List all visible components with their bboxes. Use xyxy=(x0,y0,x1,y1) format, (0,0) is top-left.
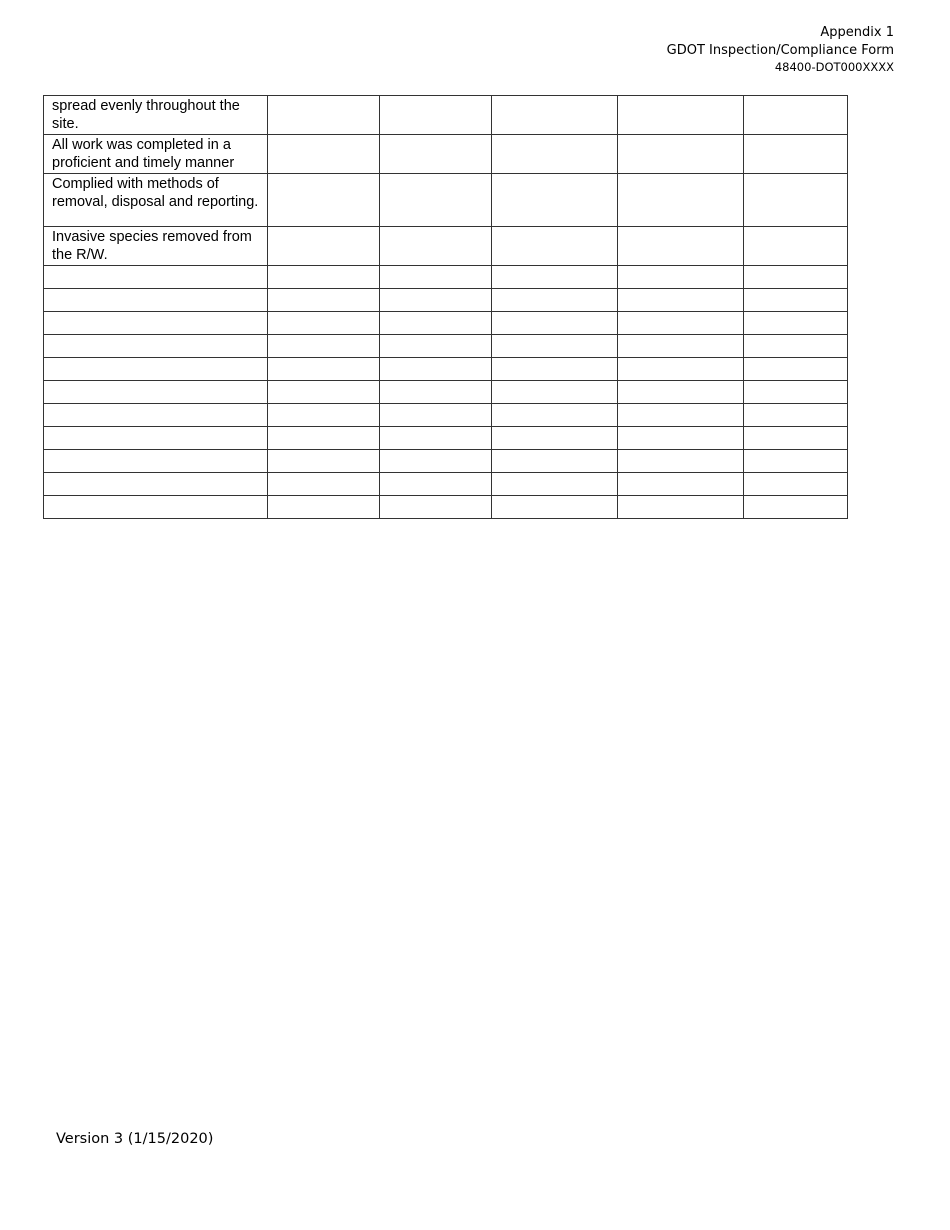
table-cell[interactable] xyxy=(744,266,848,289)
table-cell[interactable] xyxy=(380,450,492,473)
table-row xyxy=(44,266,848,289)
table-cell[interactable] xyxy=(492,473,618,496)
table-cell[interactable] xyxy=(744,174,848,227)
table-cell[interactable] xyxy=(618,174,744,227)
criteria-cell[interactable] xyxy=(44,358,268,381)
table-cell[interactable] xyxy=(380,473,492,496)
table-row xyxy=(44,289,848,312)
table-cell[interactable] xyxy=(380,312,492,335)
table-cell[interactable] xyxy=(268,227,380,266)
table-cell[interactable] xyxy=(618,473,744,496)
table-cell[interactable] xyxy=(744,496,848,519)
table-cell[interactable] xyxy=(618,381,744,404)
table-cell[interactable] xyxy=(492,450,618,473)
table-row xyxy=(44,227,848,266)
table-cell[interactable] xyxy=(744,450,848,473)
form-number: 48400-DOT000XXXX xyxy=(774,60,894,74)
table-cell[interactable] xyxy=(492,266,618,289)
table-cell[interactable] xyxy=(268,496,380,519)
form-title: GDOT Inspection/Compliance Form xyxy=(666,43,894,58)
table-cell[interactable] xyxy=(492,335,618,358)
table-cell[interactable] xyxy=(744,473,848,496)
criteria-cell[interactable] xyxy=(44,404,268,427)
table-cell[interactable] xyxy=(618,427,744,450)
criteria-cell[interactable] xyxy=(44,496,268,519)
table-cell[interactable] xyxy=(492,312,618,335)
table-cell[interactable] xyxy=(492,135,618,174)
table-cell[interactable] xyxy=(380,135,492,174)
table-cell[interactable] xyxy=(380,358,492,381)
table-row xyxy=(44,404,848,427)
criteria-cell: All work was completed in a proficient and timely manner xyxy=(44,135,268,174)
table-row xyxy=(44,174,848,227)
table-cell[interactable] xyxy=(268,381,380,404)
compliance-table xyxy=(43,95,848,519)
criteria-cell[interactable] xyxy=(44,335,268,358)
table-cell[interactable] xyxy=(380,289,492,312)
table-row xyxy=(44,473,848,496)
table-cell[interactable] xyxy=(268,358,380,381)
table-cell[interactable] xyxy=(618,335,744,358)
table-cell[interactable] xyxy=(744,381,848,404)
table-cell[interactable] xyxy=(492,404,618,427)
table-cell[interactable] xyxy=(744,404,848,427)
table-cell[interactable] xyxy=(618,96,744,135)
criteria-cell: spread evenly throughout the site. xyxy=(44,96,268,135)
table-cell[interactable] xyxy=(744,358,848,381)
table-cell[interactable] xyxy=(380,335,492,358)
table-cell[interactable] xyxy=(268,335,380,358)
table-cell[interactable] xyxy=(380,404,492,427)
table-row xyxy=(44,312,848,335)
table-cell[interactable] xyxy=(618,496,744,519)
criteria-cell: Invasive species removed from the R/W. xyxy=(44,227,268,266)
table-cell[interactable] xyxy=(380,427,492,450)
table-cell[interactable] xyxy=(380,381,492,404)
table-cell[interactable] xyxy=(618,135,744,174)
table-cell[interactable] xyxy=(268,427,380,450)
table-cell[interactable] xyxy=(492,381,618,404)
table-cell[interactable] xyxy=(744,427,848,450)
table-cell[interactable] xyxy=(268,266,380,289)
table-cell[interactable] xyxy=(380,227,492,266)
table-cell[interactable] xyxy=(268,312,380,335)
criteria-cell[interactable] xyxy=(44,381,268,404)
table-cell[interactable] xyxy=(268,473,380,496)
version-footer: Version 3 (1/15/2020) xyxy=(56,1131,214,1147)
table-cell[interactable] xyxy=(618,358,744,381)
criteria-cell[interactable] xyxy=(44,427,268,450)
table-row xyxy=(44,135,848,174)
table-cell[interactable] xyxy=(744,135,848,174)
table-cell[interactable] xyxy=(380,266,492,289)
table-cell[interactable] xyxy=(492,496,618,519)
table-cell[interactable] xyxy=(492,427,618,450)
table-cell[interactable] xyxy=(618,227,744,266)
table-row xyxy=(44,381,848,404)
table-cell[interactable] xyxy=(618,312,744,335)
table-cell[interactable] xyxy=(268,289,380,312)
table-cell[interactable] xyxy=(380,174,492,227)
table-cell[interactable] xyxy=(268,404,380,427)
table-cell[interactable] xyxy=(618,289,744,312)
table-row xyxy=(44,427,848,450)
table-cell[interactable] xyxy=(744,335,848,358)
table-row xyxy=(44,358,848,381)
table-cell[interactable] xyxy=(268,450,380,473)
table-cell[interactable] xyxy=(268,174,380,227)
criteria-cell: Complied with methods of removal, disposal and reporting. xyxy=(44,174,268,227)
table-cell[interactable] xyxy=(268,135,380,174)
criteria-cell[interactable] xyxy=(44,289,268,312)
table-cell[interactable] xyxy=(492,227,618,266)
table-cell[interactable] xyxy=(380,496,492,519)
criteria-cell[interactable] xyxy=(44,312,268,335)
table-row xyxy=(44,496,848,519)
table-cell[interactable] xyxy=(492,96,618,135)
table-row xyxy=(44,96,848,135)
table-cell[interactable] xyxy=(744,96,848,135)
page-header xyxy=(667,24,894,75)
table-cell[interactable] xyxy=(618,450,744,473)
table-cell[interactable] xyxy=(380,96,492,135)
table-cell[interactable] xyxy=(744,312,848,335)
appendix-label: Appendix 1 xyxy=(820,25,894,40)
criteria-cell[interactable] xyxy=(44,473,268,496)
table-cell[interactable] xyxy=(268,96,380,135)
table-cell[interactable] xyxy=(618,404,744,427)
table-cell[interactable] xyxy=(744,227,848,266)
criteria-cell[interactable] xyxy=(44,450,268,473)
table-row xyxy=(44,450,848,473)
table-cell[interactable] xyxy=(492,174,618,227)
table-cell[interactable] xyxy=(744,289,848,312)
criteria-cell[interactable] xyxy=(44,266,268,289)
table-row xyxy=(44,335,848,358)
table-cell[interactable] xyxy=(492,289,618,312)
table-cell[interactable] xyxy=(618,266,744,289)
table-cell[interactable] xyxy=(492,358,618,381)
